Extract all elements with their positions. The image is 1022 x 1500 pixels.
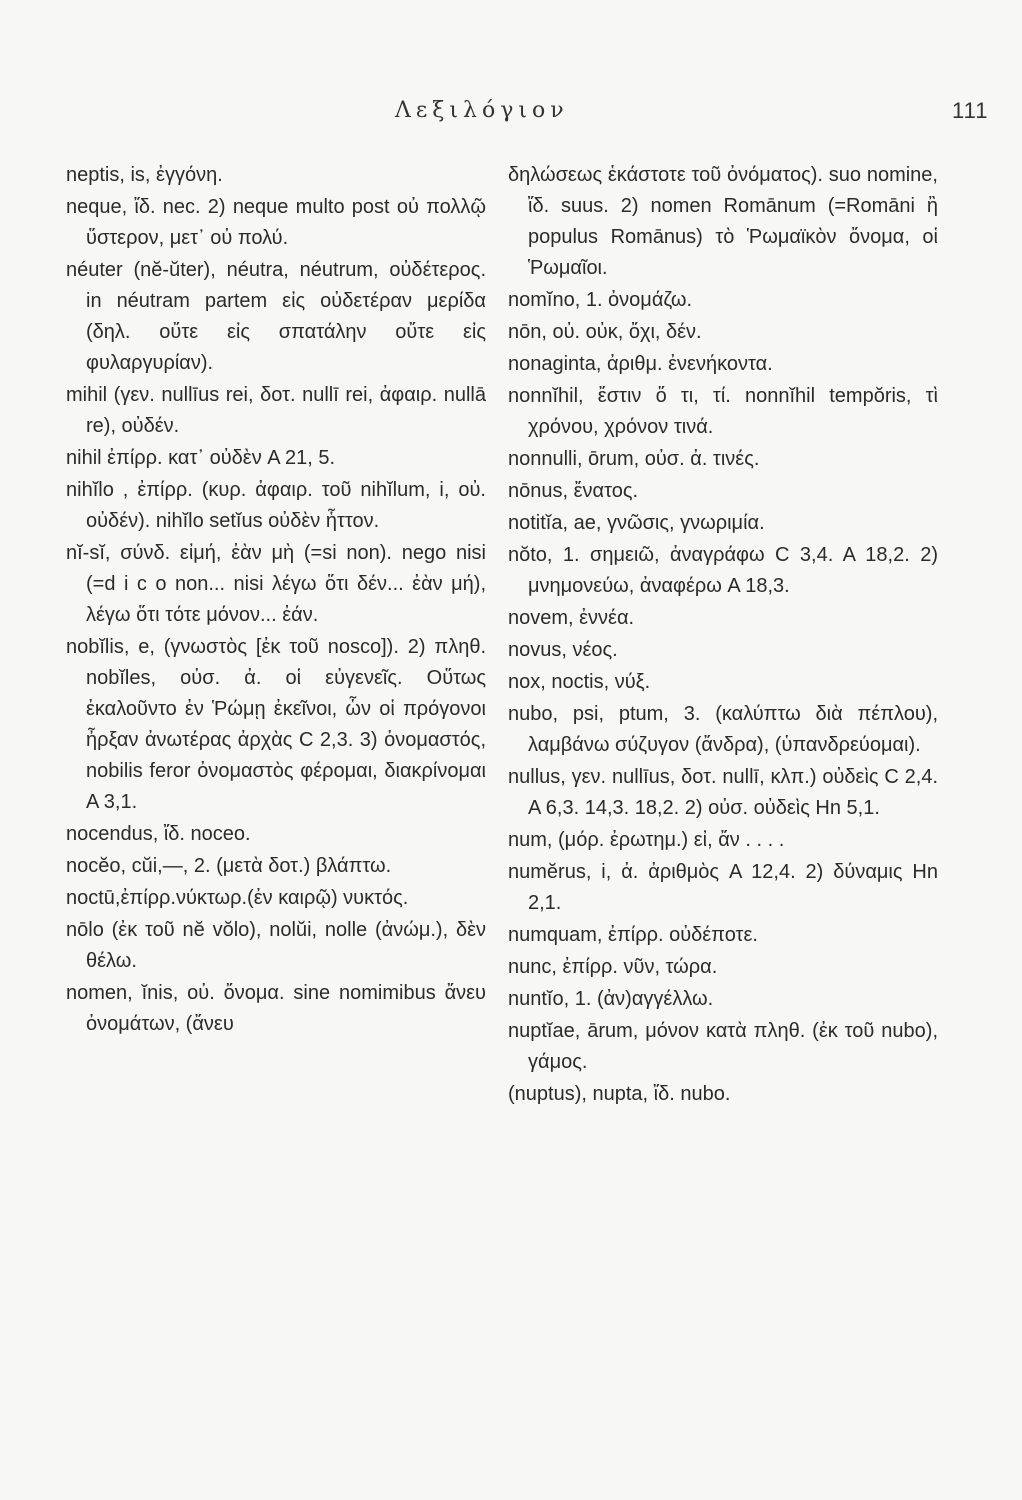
dictionary-entry: nŏto, 1. σημειῶ, ἀναγράφω C 3,4. A 18,2. 2) μνημονεύω, ἀναφέρω A 18,3. [508, 544, 938, 597]
dictionary-entry: novus, νέος. [508, 639, 618, 661]
dictionary-entry: nonnulli, ōrum, οὐσ. ἀ. τινές. [508, 448, 760, 470]
dictionary-entry: nĭ-sĭ, σύνδ. εἰμή, ἐὰν μὴ (=si non). nego nisi (=d i c o non... nisi λέγω ὅτι δέν... ἐὰν μή), λέγω ὅτι τότε μόνον... ἐάν. [66, 542, 486, 626]
dictionary-entry: nuntĭo, 1. (ἀν)αγγέλλω. [508, 988, 714, 1010]
dictionary-entry: notitĭa, ae, γνῶσις, γνωριμία. [508, 512, 765, 534]
dictionary-entry: nullus, γεν. nullīus, δοτ. nullī, κλπ.) οὐδεὶς C 2,4. A 6,3. 14,3. 18,2. 2) οὐσ. οὐδεὶς Hn 5,1. [508, 766, 938, 819]
left-column [66, 160, 486, 1041]
dictionary-entry: num, (μόρ. ἐρωτημ.) εἰ, ἄν . . . . [508, 829, 785, 851]
dictionary-entry: nihĭlo , ἐπίρρ. (κυρ. ἀφαιρ. τοῦ nihĭlum, i, οὐ. οὐδέν). nihĭlo setĭus οὐδὲν ἧττον. [66, 479, 486, 532]
dictionary-entry: néuter (nĕ-ŭter), néutra, néutrum, οὐδέτερος. in néutram partem εἰς οὐδετέραν μερίδα (δηλ. οὔτε εἰς σπατάλην οὔτε εἰς φυλαργυρίαν). [66, 259, 486, 374]
dictionary-entry: nubo, psi, ptum, 3. (καλύπτω διὰ πέπλου), λαμβάνω σύζυγον (ἄνδρα), (ὑπανδρεύομαι). [508, 703, 938, 756]
dictionary-entry: novem, ἐννέα. [508, 607, 635, 629]
dictionary-entry: nocĕo, cŭi,—, 2. (μετὰ δοτ.) βλάπτω. [66, 855, 392, 877]
dictionary-entry: nox, noctis, νύξ. [508, 671, 651, 693]
dictionary-entry: (nuptus), nupta, ἴδ. nubo. [508, 1083, 731, 1105]
dictionary-entry: numĕrus, i, ἀ. ἀριθμὸς A 12,4. 2) δύναμις Hn 2,1. [508, 861, 938, 914]
dictionary-entry: mihil (γεν. nullīus rei, δοτ. nullī rei, ἀφαιρ. nullā re), οὐδέν. [66, 384, 486, 437]
dictionary-entry: nocendus, ἴδ. noceo. [66, 823, 251, 845]
dictionary-entry: numquam, ἐπίρρ. οὐδέποτε. [508, 924, 758, 946]
dictionary-entry: δηλώσεως ἑκάστοτε τοῦ ὀνόματος). suo nomine, ἴδ. suus. 2) nomen Romānum (=Romāni ἢ populus Romānus) τὸ Ῥωμαϊκὸν ὄνομα, οἱ Ῥωμαῖοι. [508, 164, 938, 279]
dictionary-entry: neque, ἴδ. nec. 2) neque multo post οὐ πολλῷ ὕστερον, μετ᾽ οὐ πολύ. [66, 196, 486, 249]
right-column [508, 160, 938, 1111]
dictionary-entry: nomĭno, 1. ὀνομάζω. [508, 289, 693, 311]
dictionary-entry: neptis, is, ἐγγόνη. [66, 164, 223, 186]
dictionary-entry: noctū,ἐπίρρ.νύκτωρ.(ἐν καιρῷ) νυκτός. [66, 887, 409, 909]
dictionary-entry: nomen, ĭnis, οὐ. ὄνομα. sine nomimibus ἄνευ ὀνομάτων, (ἄνευ [66, 982, 486, 1035]
dictionary-entry: nuptĭae, ārum, μόνον κατὰ πληθ. (ἐκ τοῦ nubo), γάμος. [508, 1020, 938, 1073]
dictionary-entry: nobĭlis, e, (γνωστὸς [ἐκ τοῦ nosco]). 2) πληθ. nobĭles, οὐσ. ἀ. οἱ εὐγενεῖς. Οὕτως ἐκαλοῦντο ἐν Ῥώμῃ ἐκεῖνοι, ὧν οἱ πρόγονοι ἦρξαν ἀνωτέρας ἀρχὰς C 2,3. 3) ὀνομαστός, nobilis feror ὀνομαστὸς φέρομαι, διακρίνομαι A 3,1. [66, 636, 486, 813]
dictionary-entry: nonaginta, ἀριθμ. ἐνενήκοντα. [508, 353, 773, 375]
page-number: 111 [952, 98, 989, 123]
dictionary-entry: nōlo (ἐκ τοῦ nĕ vŏlo), nolŭi, nolle (ἀνώμ.), δὲν θέλω. [66, 919, 486, 972]
dictionary-entry: nunc, ἐπίρρ. νῦν, τώρα. [508, 956, 718, 978]
dictionary-entry: nihil ἐπίρρ. κατ᾽ οὐδὲν A 21, 5. [66, 447, 336, 469]
page-header [0, 98, 1022, 134]
dictionary-entry: nonnĭhil, ἔστιν ὅ τι, τί. nonnĭhil tempŏris, τὶ χρόνου, χρόνον τινά. [508, 385, 938, 438]
dictionary-entry: nōn, οὐ. οὐκ, ὄχι, δέν. [508, 321, 702, 343]
dictionary-entry: nōnus, ἔνατος. [508, 480, 639, 502]
running-title: Λεξιλόγιον [395, 98, 569, 123]
